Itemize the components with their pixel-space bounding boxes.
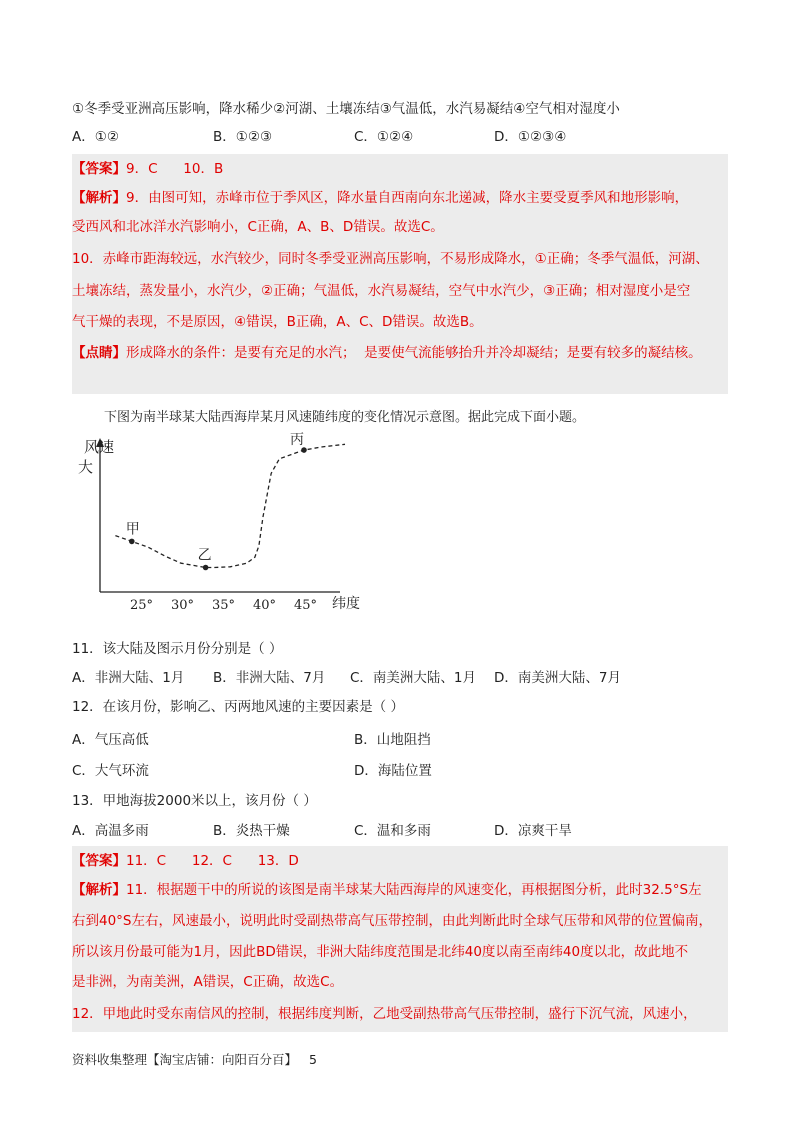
question-13-stem: 13．甲地海拔2000米以上，该月份（ ） bbox=[72, 793, 317, 809]
answer-1 bbox=[72, 159, 223, 179]
point-marker bbox=[129, 539, 135, 545]
tip-label: 【点睛】 bbox=[72, 345, 126, 361]
q12-option-a: A．气压高低 bbox=[72, 732, 149, 748]
q13-option-b: B．炎热干燥 bbox=[213, 823, 290, 839]
analysis-label: 【解析】 bbox=[72, 882, 126, 898]
q8-option-b: B．①②③ bbox=[213, 129, 273, 145]
question-8-stem: ①冬季受亚洲高压影响，降水稀少②河湖、土壤冻结③气温低，水汽易凝结④空气相对湿度小 bbox=[72, 101, 620, 117]
q12-option-b: B．山地阻挡 bbox=[354, 732, 431, 748]
q13-option-a: A．高温多雨 bbox=[72, 823, 149, 839]
answer-text: 9．C 10．B bbox=[126, 161, 224, 177]
analysis-text: 9．由图可知，赤峰市位于季风区，降水量自西南向东北递减，降水主要受夏季风和地形影响， bbox=[126, 190, 689, 206]
point-label: 丙 bbox=[290, 432, 304, 449]
point-marker bbox=[203, 565, 209, 571]
analysis-1-line-3: 10．赤峰市距海较远，水汽较少，同时冬季受亚洲高压影响，不易形成降水，①正确；冬季气温低，河湖、 bbox=[72, 251, 709, 267]
q8-option-d: D．①②③④ bbox=[494, 129, 567, 145]
q12-option-c: C．大气环流 bbox=[72, 763, 149, 779]
q11-option-a: A．非洲大陆、1月 bbox=[72, 670, 185, 686]
answer-label: 【答案】 bbox=[72, 161, 126, 177]
answer-2 bbox=[72, 851, 299, 871]
analysis-1-line-1 bbox=[72, 188, 688, 208]
analysis-1-line-2: 受西风和北冰洋水汽影响小，C正确，A、B、D错误。故选C。 bbox=[72, 219, 444, 235]
x-tick-label: 45° bbox=[294, 598, 318, 613]
answer-label: 【答案】 bbox=[72, 853, 126, 869]
x-axis-title: 纬度 bbox=[332, 596, 360, 612]
analysis-2-line-5: 12．甲地此时受东南信风的控制，根据纬度判断，乙地受副热带高气压带控制，盛行下沉气流，风速小， bbox=[72, 1006, 697, 1022]
q12-option-d: D．海陆位置 bbox=[354, 763, 432, 779]
footer-text: 资料收集整理【淘宝店铺：向阳百分百】 bbox=[72, 1052, 298, 1067]
y-axis-max-label: 大 bbox=[78, 458, 94, 476]
question-12-stem: 12．在该月份，影响乙、丙两地风速的主要因素是（ ） bbox=[72, 699, 404, 715]
q8-option-a: A．①② bbox=[72, 129, 119, 145]
q13-option-c: C．温和多雨 bbox=[354, 823, 431, 839]
analysis-2-line-3: 所以该月份最可能为1月，因此BD错误，非洲大陆纬度范围是北纬40度以南至南纬40度以北，故此地不 bbox=[72, 944, 689, 960]
point-label: 乙 bbox=[197, 547, 212, 564]
q11-option-c: C．南美洲大陆、1月 bbox=[350, 670, 477, 686]
analysis-2-line-4: 是非洲，为南美洲，A错误，C正确，故选C。 bbox=[72, 974, 344, 990]
figure-intro: 下图为南半球某大陆西海岸某月风速随纬度的变化情况示意图。据此完成下面小题。 bbox=[104, 410, 586, 425]
answer-text: 11．C 12．C 13．D bbox=[126, 853, 299, 869]
q11-option-b: B．非洲大陆、7月 bbox=[213, 670, 326, 686]
q8-option-c: C．①②④ bbox=[354, 129, 414, 145]
analysis-text: 11．根据题干中的所说的该图是南半球某大陆西海岸的风速变化，再根据图分析，此时32.5°S左 bbox=[126, 882, 702, 898]
x-tick-label: 25° bbox=[130, 598, 154, 613]
analysis-label: 【解析】 bbox=[72, 190, 126, 206]
question-11-stem: 11．该大陆及图示月份分别是（ ） bbox=[72, 641, 283, 657]
q11-option-d: D．南美洲大陆、7月 bbox=[494, 670, 621, 686]
q13-option-d: D．凉爽干旱 bbox=[494, 823, 572, 839]
page-number: 5 bbox=[308, 1052, 317, 1067]
analysis-2-line-1 bbox=[72, 880, 702, 900]
x-tick-label: 40° bbox=[253, 598, 277, 613]
x-tick-label: 35° bbox=[212, 598, 236, 613]
analysis-1-line-5: 气干燥的表现，不是原因，④错误，B正确，A、C、D错误。故选B。 bbox=[72, 314, 483, 330]
point-marker bbox=[301, 447, 307, 453]
analysis-1-line-4: 土壤冻结，蒸发量小，水汽少，②正确；气温低，水汽易凝结，空气中水汽少，③正确；相对湿度小是空 bbox=[72, 283, 691, 299]
wind-speed-curve bbox=[115, 444, 345, 567]
tip-1 bbox=[72, 343, 702, 363]
point-label: 甲 bbox=[125, 521, 140, 538]
x-tick-label: 30° bbox=[171, 598, 195, 613]
analysis-2-line-2: 右到40°S左右，风速最小，说明此时受副热带高气压带控制，由此判断此时全球气压带和风带的位置偏南， bbox=[72, 913, 712, 929]
tip-text: 形成降水的条件：是要有充足的水汽； 是要使气流能够抬升并冷却凝结；是要有较多的凝结核。 bbox=[126, 345, 702, 361]
y-axis-title: 风速 bbox=[84, 438, 115, 456]
page-footer bbox=[72, 1050, 317, 1068]
wind-speed-chart bbox=[70, 430, 380, 620]
